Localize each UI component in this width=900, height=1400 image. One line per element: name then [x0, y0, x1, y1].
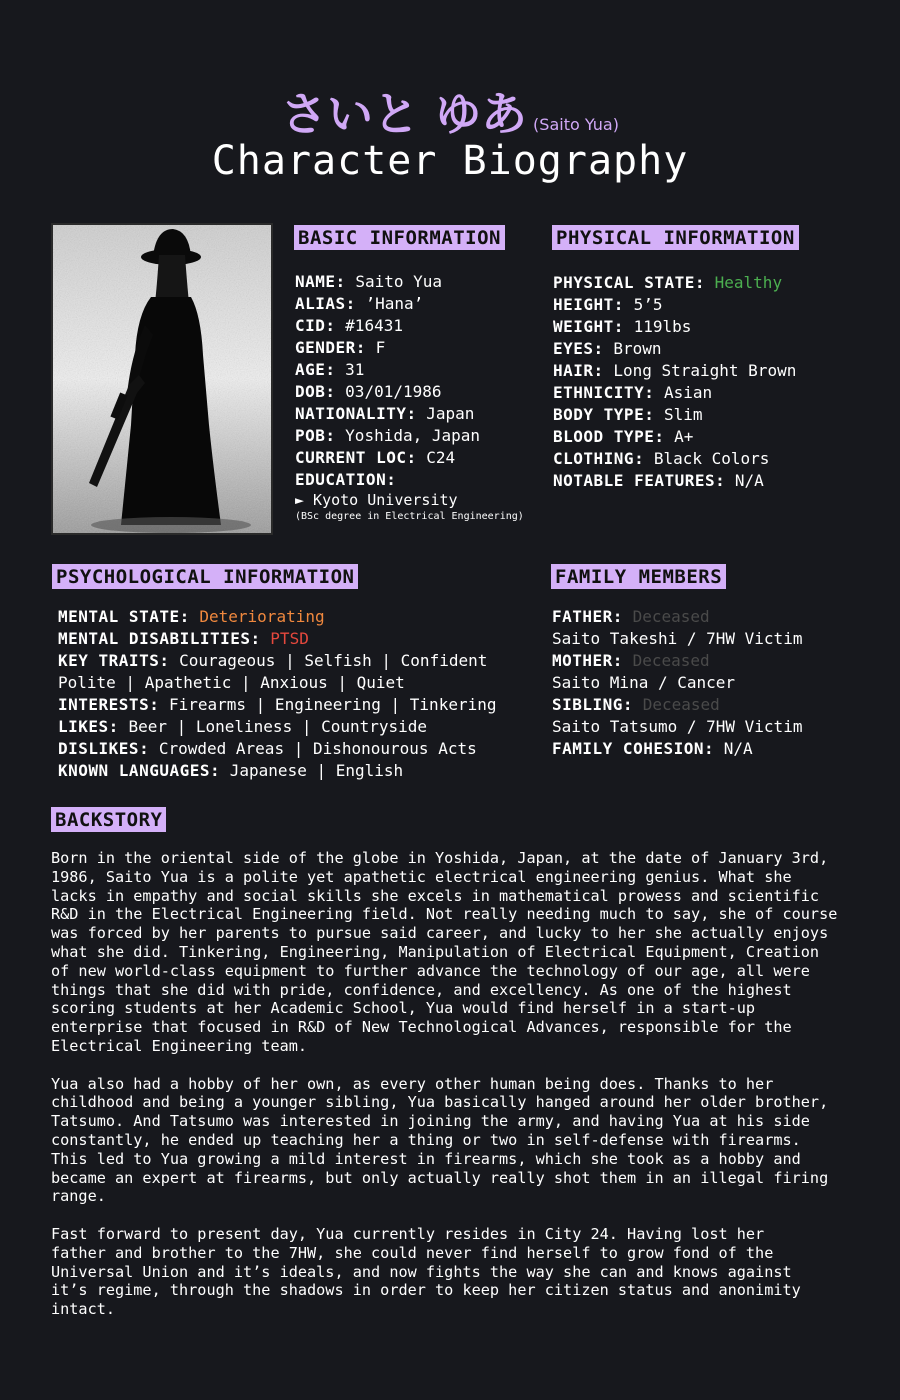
backstory-paragraph-3: [51, 1225, 866, 1319]
family-cohesion-row: [552, 738, 802, 760]
physical-state-value: Healthy: [714, 273, 783, 292]
blood-type-row: [553, 426, 796, 448]
father-label: FATHER:: [552, 607, 623, 626]
nationality-label: NATIONALITY:: [295, 404, 417, 423]
body-type-value: Slim: [663, 405, 703, 424]
mother-row: [552, 650, 802, 672]
physical-state-row: [553, 272, 796, 294]
weight-row: [553, 316, 796, 338]
psychological-information-heading: PSYCHOLOGICAL INFORMATION: [52, 564, 358, 589]
family-cohesion-value: N/A: [723, 739, 753, 758]
title-row: [0, 78, 900, 144]
current-location-value: C24: [426, 448, 456, 467]
education-item: ► Kyoto University: [295, 491, 458, 509]
father-detail: Saito Takeshi / 7HW Victim: [552, 629, 803, 648]
backstory-line: scoring students at her Academic School, Yua would find herself in a start-up: [51, 999, 756, 1018]
backstory-line: lacks in empathy and social skills she excels in mathematical prowess and scientific: [51, 886, 820, 905]
physical-information-section: [553, 272, 796, 492]
family-members-section: [552, 606, 802, 760]
current-location-label: CURRENT LOC:: [295, 448, 417, 467]
name-label: NAME:: [295, 272, 346, 291]
sibling-label: SIBLING:: [552, 695, 634, 714]
backstory-line: range.: [51, 1187, 106, 1206]
education-row: [295, 469, 524, 491]
nationality-value: Japan: [426, 404, 475, 423]
clothing-row: [553, 448, 796, 470]
current-location-row: [295, 447, 524, 469]
pob-row: [295, 425, 524, 447]
key-traits-value-continued: Polite | Apathetic | Anxious | Quiet: [58, 673, 405, 692]
notable-features-value: N/A: [734, 471, 764, 490]
backstory-text: [51, 849, 866, 1338]
gender-value: F: [375, 338, 386, 357]
mental-disabilities-label: MENTAL DISABILITIES:: [58, 629, 261, 648]
name-row: [295, 271, 524, 293]
dob-row: [295, 381, 524, 403]
family-cohesion-label: FAMILY COHESION:: [552, 739, 715, 758]
height-row: [553, 294, 796, 316]
basic-information-section: [295, 271, 524, 524]
key-traits-value: Courageous | Selfish | Confident: [179, 651, 488, 670]
interests-value: Firearms | Engineering | Tinkering: [168, 695, 497, 714]
mental-state-row: [58, 606, 496, 628]
known-languages-label: KNOWN LANGUAGES:: [58, 761, 221, 780]
portrait-image: [53, 225, 271, 533]
backstory-line: things that she did with pride, confidence, and excellency. As one of the highest: [51, 980, 792, 999]
clothing-label: CLOTHING:: [553, 449, 645, 468]
cid-label: CID:: [295, 316, 336, 335]
dob-value: 03/01/1986: [345, 382, 442, 401]
hair-row: [553, 360, 796, 382]
hair-value: Long Straight Brown: [613, 361, 797, 380]
page-title: Character Biography: [211, 138, 689, 184]
eyes-label: EYES:: [553, 339, 604, 358]
backstory-line: childhood and being a younger sibling, Yua basically hanged around her older brother,: [51, 1093, 829, 1112]
age-value: 31: [345, 360, 365, 379]
backstory-line: Born in the oriental side of the globe in Yoshida, Japan, at the date of January 3rd,: [51, 849, 829, 867]
physical-information-heading: PHYSICAL INFORMATION: [552, 225, 799, 250]
pob-value: Yoshida, Japan: [345, 426, 481, 445]
eyes-value: Brown: [613, 339, 662, 358]
body-type-row: [553, 404, 796, 426]
backstory-line: became an expert at firearms, but only actually really shot them in an illegal firing: [51, 1168, 829, 1187]
blood-type-label: BLOOD TYPE:: [553, 427, 665, 446]
likes-row: [58, 716, 496, 738]
dislikes-value: Crowded Areas | Dishonourous Acts: [158, 739, 477, 758]
backstory-line: Electrical Engineering team.: [51, 1036, 308, 1055]
cid-row: [295, 315, 524, 337]
backstory-line: of new world-class equipment to further advance the technology of our age, all were: [51, 961, 810, 980]
mental-disabilities-row: [58, 628, 496, 650]
gender-row: [295, 337, 524, 359]
mother-label: MOTHER:: [552, 651, 623, 670]
backstory-line: 1986, Saito Yua is a polite yet apathetic electrical engineering genius. What she: [51, 867, 792, 886]
backstory-line: Yua also had a hobby of her own, as every other human being does. Thanks to her: [51, 1074, 774, 1093]
mother-detail: Saito Mina / Cancer: [552, 673, 736, 692]
family-members-heading: FAMILY MEMBERS: [551, 564, 726, 589]
backstory-line: father and brother to the 7HW, she could never find herself to grow fond of the: [51, 1243, 774, 1262]
likes-value: Beer | Loneliness | Countryside: [128, 717, 428, 736]
character-portrait: [51, 223, 273, 535]
pob-label: POB:: [295, 426, 336, 445]
gender-label: GENDER:: [295, 338, 366, 357]
weight-label: WEIGHT:: [553, 317, 624, 336]
alias-row: [295, 293, 524, 315]
backstory-line: This led to Yua growing a mild interest in firearms, which she took as a hobby and: [51, 1149, 801, 1168]
backstory-line: it’s regime, through the shadows in order to keep her citizen status and anonimity: [51, 1281, 801, 1300]
likes-label: LIKES:: [58, 717, 119, 736]
interests-row: [58, 694, 496, 716]
key-traits-continued-row: [58, 672, 496, 694]
age-label: AGE:: [295, 360, 336, 379]
physical-state-label: PHYSICAL STATE:: [553, 273, 705, 292]
mental-disabilities-value: PTSD: [270, 629, 309, 648]
character-name-japanese: さいと ゆあ: [281, 87, 528, 141]
backstory-line: constantly, he ended up teaching her a thing or two in self-defense with firearms.: [51, 1130, 801, 1149]
known-languages-value: Japanese | English: [229, 761, 404, 780]
age-row: [295, 359, 524, 381]
dislikes-label: DISLIKES:: [58, 739, 150, 758]
interests-label: INTERESTS:: [58, 695, 160, 714]
height-label: HEIGHT:: [553, 295, 624, 314]
sibling-detail: Saito Tatsumo / 7HW Victim: [552, 717, 803, 736]
backstory-line: Fast forward to present day, Yua currently resides in City 24. Having lost her: [51, 1224, 765, 1243]
father-row: [552, 606, 802, 628]
key-traits-row: [58, 650, 496, 672]
height-value: 5’5: [633, 295, 663, 314]
dob-label: DOB:: [295, 382, 336, 401]
ethnicity-value: Asian: [663, 383, 713, 402]
backstory-paragraph-2: [51, 1075, 866, 1207]
alias-label: ALIAS:: [295, 294, 356, 313]
sibling-status: Deceased: [642, 695, 720, 714]
ethnicity-row: [553, 382, 796, 404]
backstory-line: Universal Union and it’s ideals, and now fights the way she can and knows against: [51, 1262, 792, 1281]
education-detail: (BSc degree in Electrical Engineering): [295, 511, 524, 522]
father-status: Deceased: [632, 607, 710, 626]
eyes-row: [553, 338, 796, 360]
ethnicity-label: ETHNICITY:: [553, 383, 655, 402]
clothing-value: Black Colors: [653, 449, 770, 468]
education-label: EDUCATION:: [295, 470, 397, 489]
mental-state-label: MENTAL STATE:: [58, 607, 190, 626]
backstory-heading: BACKSTORY: [51, 807, 166, 832]
backstory-line: Tatsumo. And Tatsumo was interested in joining the army, and having Yua at his side: [51, 1112, 810, 1131]
hair-label: HAIR:: [553, 361, 604, 380]
weight-value: 119lbs: [633, 317, 692, 336]
psychological-information-section: [58, 606, 496, 782]
backstory-paragraph-1: [51, 849, 866, 1056]
dislikes-row: [58, 738, 496, 760]
key-traits-label: KEY TRAITS:: [58, 651, 170, 670]
blood-type-value: A+: [674, 427, 694, 446]
backstory-line: enterprise that focused in R&D of New Technological Advances, responsible for the: [51, 1018, 792, 1037]
cid-value: #16431: [345, 316, 403, 335]
alias-value: ’Hana’: [365, 294, 424, 313]
name-value: Saito Yua: [355, 272, 443, 291]
mental-state-value: Deteriorating: [199, 607, 325, 626]
notable-features-label: NOTABLE FEATURES:: [553, 471, 726, 490]
body-type-label: BODY TYPE:: [553, 405, 655, 424]
sibling-row: [552, 694, 802, 716]
notable-features-row: [553, 470, 796, 492]
backstory-line: intact.: [51, 1300, 116, 1319]
backstory-line: was forced by her parents to pursue said career, and lucky to her she actually enjoys: [51, 924, 829, 943]
known-languages-row: [58, 760, 496, 782]
mother-status: Deceased: [632, 651, 710, 670]
backstory-line: what she did. Tinkering, Engineering, Manipulation of Electrical Equipment, Creation: [51, 942, 820, 961]
nationality-row: [295, 403, 524, 425]
basic-information-heading: BASIC INFORMATION: [294, 225, 505, 250]
backstory-line: R&D in the Electrical Engineering field. Not really needing much to say, she of course: [51, 905, 838, 924]
character-name-romaji: (Saito Yua): [533, 115, 619, 134]
